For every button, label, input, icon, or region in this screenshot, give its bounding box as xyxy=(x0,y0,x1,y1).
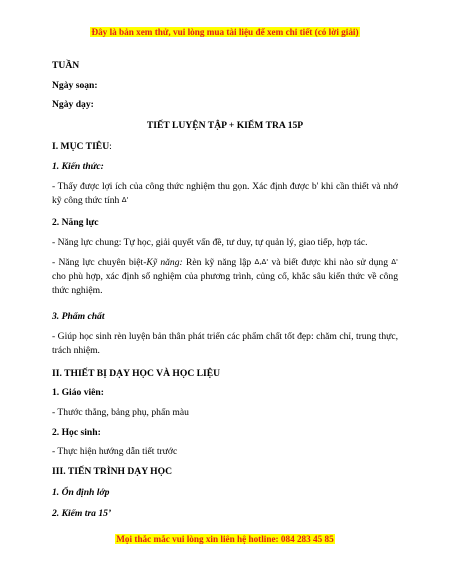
week-label: TUẦN xyxy=(52,60,80,71)
lesson-title: TIẾT LUYỆN TẬP + KIỂM TRA 15P xyxy=(146,120,304,131)
section-objectives-colon: : xyxy=(109,141,112,152)
knowledge-heading: 1. Kiến thức: xyxy=(52,161,104,172)
hotline-banner-text: Mọi thắc mắc vui lòng xin liên hệ hotline: 084 283 45 85 xyxy=(116,534,334,544)
delta-prime-symbol-2: Δ' xyxy=(391,258,398,266)
teacher-heading: 1. Giáo viên: xyxy=(52,387,104,398)
hotline-banner xyxy=(0,534,450,544)
specific-competency-part-b: Rèn kỹ năng lập xyxy=(182,257,252,268)
student-heading: 2. Học sinh: xyxy=(52,427,101,438)
specific-competency-prefix: - Năng lực chuyên biệt- xyxy=(52,257,147,268)
section-equipment-heading: II. THIẾT BỊ DẠY HỌC VÀ HỌC LIỆU xyxy=(52,368,221,379)
qualities-heading: 3. Phẩm chất xyxy=(52,311,105,322)
knowledge-text-body: - Thấy được lợi ích của công thức nghiệm thu gọn. Xác định được b' khi cần thiết và nhớ kỹ công thức tính xyxy=(52,181,398,206)
specific-competency-text xyxy=(52,256,398,298)
specific-competency-part-c: và biết được khi nào sử dụng xyxy=(268,257,388,268)
specific-competency-part-d: cho phù hợp, xác định số nghiệm của phương trình, củng cố, khắc sâu kiến thức về công thức nghiệm. xyxy=(52,271,398,296)
teacher-materials-text: - Thước thẳng, bảng phụ, phấn màu xyxy=(52,407,189,418)
competency-heading: 2. Năng lực xyxy=(52,217,99,228)
section-objectives-heading xyxy=(52,140,398,154)
skill-label: Kỹ năng: xyxy=(146,257,183,268)
section-objectives-title: I. MỤC TIÊU xyxy=(52,141,110,152)
preview-banner-text: Đây là bản xem thử, vui lòng mua tài liệu để xem chi tiết (có lời giải) xyxy=(91,27,359,37)
qualities-text: - Giúp học sinh rèn luyện bản thân phát triển các phẩm chất tốt đẹp: chăm chỉ, trung thực, trách nhiệm. xyxy=(52,331,398,356)
knowledge-text xyxy=(52,180,398,208)
class-stabilize-heading: 1. Ổn định lớp xyxy=(52,487,110,498)
general-competency-text: - Năng lực chung: Tự học, giải quyết vấn đề, tư duy, tự quản lý, giao tiếp, hợp tác. xyxy=(52,237,368,248)
section-process-heading: III. TIẾN TRÌNH DẠY HỌC xyxy=(52,466,173,477)
prep-date-label: Ngày soạn: xyxy=(52,80,98,91)
delta-symbols: Δ,Δ' xyxy=(254,258,269,266)
student-materials-text: - Thực hiện hướng dẫn tiết trước xyxy=(52,446,178,457)
preview-banner xyxy=(0,27,450,37)
quiz-heading: 2. Kiểm tra 15’ xyxy=(52,508,112,519)
delta-prime-symbol: Δ' xyxy=(121,196,129,204)
teach-date-label: Ngày dạy: xyxy=(52,99,94,110)
